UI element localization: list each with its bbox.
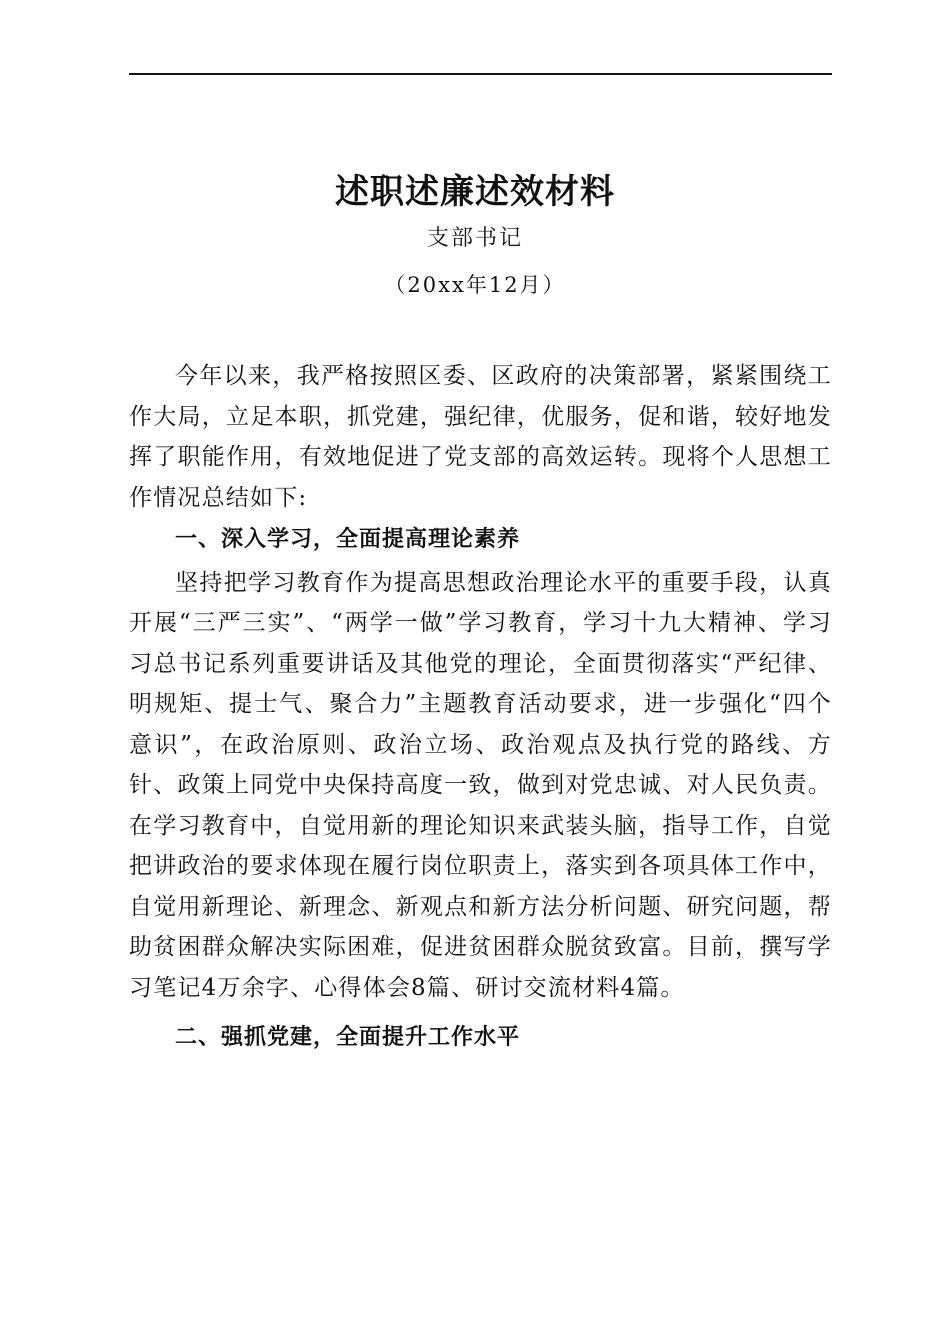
document-title: 述职述廉述效材料	[335, 172, 615, 212]
header-rule	[129, 73, 832, 75]
document-body	[129, 356, 832, 1059]
intro-paragraph: 今年以来，我严格按照区委、区政府的决策部署，紧紧围绕工作大局，立足本职，抓党建，强纪律，优服务，促和谐，较好地发挥了职能作用，有效地促进了党支部的高效运转。现将个人思想工作情况总结如下:	[129, 363, 832, 511]
document-subtitle: 支部书记	[426, 226, 523, 251]
document-date: （20xx年12月）	[384, 273, 566, 297]
section-1-heading: 一、深入学习，全面提高理论素养	[175, 527, 521, 552]
section-2-heading: 二、强抓党建，全面提升工作水平	[175, 1025, 521, 1050]
section-1-paragraph: 坚持把学习教育作为提高思想政治理论水平的重要手段，认真开展“三严三实”、“两学一做”学习教育，学习十九大精神、学习习总书记系列重要讲话及其他党的理论，全面贯彻落实“严纪律、明规矩、提士气、聚合力”主题教育活动要求，进一步强化“四个意识”，在政治原则、政治立场、政治观点及执行党的路线、方针、政策上同党中央保持高度一致，做到对党忠诚、对人民负责。在学习教育中，自觉用新的理论知识来武装头脑，指导工作，自觉把讲政治的要求体现在履行岗位职责上，落实到各项具体工作中，自觉用新理论、新理念、新观点和新方法分析问题、研究问题，帮助贫困群众解决实际困难，促进贫困群众脱贫致富。目前，撰写学习笔记4万余字、心得体会8篇、研讨交流材料4篇。	[129, 569, 832, 1001]
